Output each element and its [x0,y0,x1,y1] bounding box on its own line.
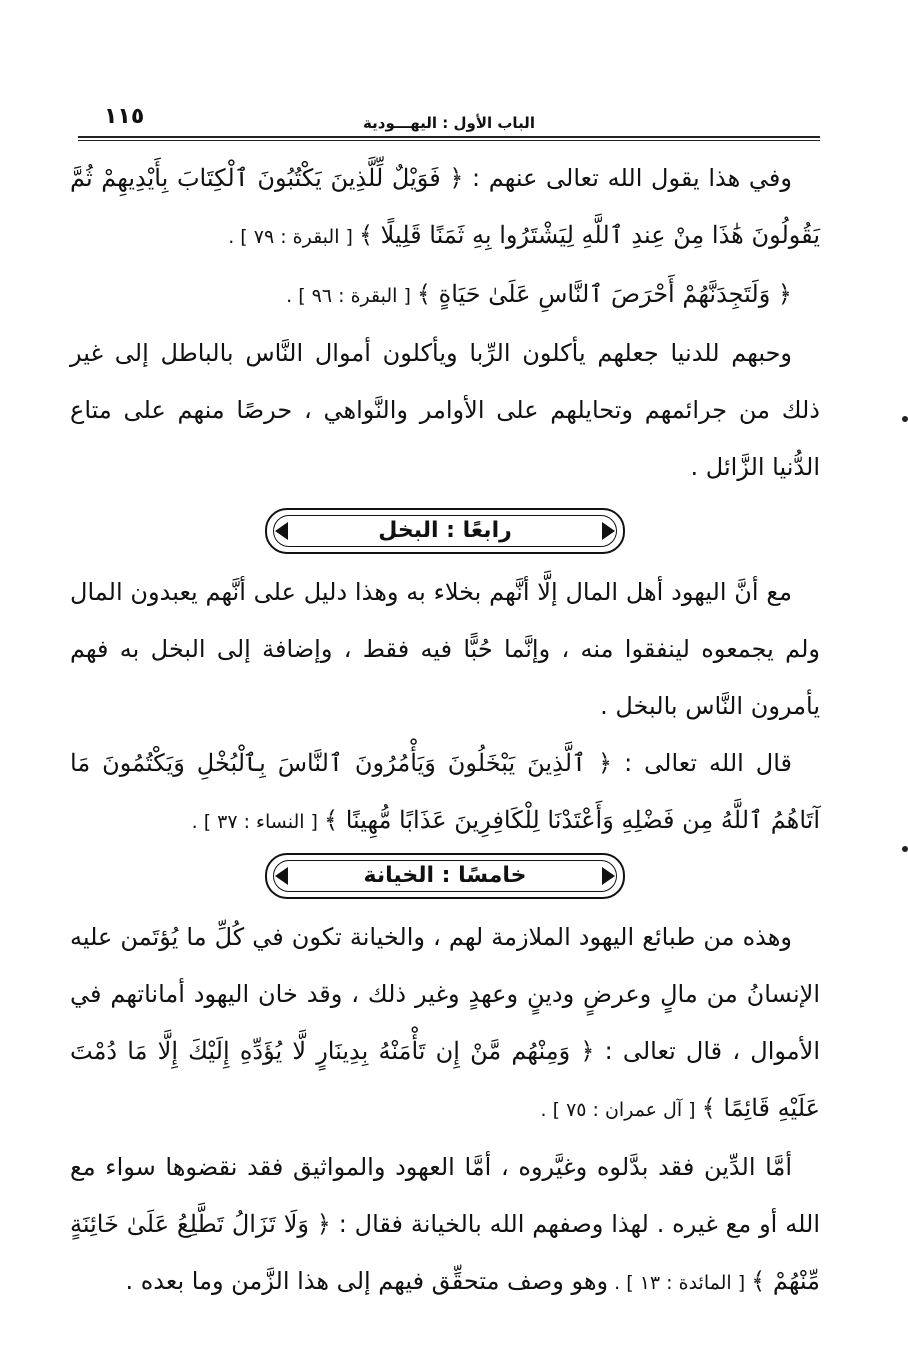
verse-reference: [ النساء : ٣٧ ] . [191,811,325,833]
paragraph-text: أمَّا الدِّين فقد بدَّلوه وغيَّروه ، أمَّا العهود والمواثيق فقد نقضوها سواء مع الله أو مع غيره . لهذا وصفهم الله بالخيانة فقال : [70,1153,820,1238]
paragraph-text: وفي هذا يقول الله تعالى عنهم : [463,164,792,192]
quran-quote: ﴿ ٱلَّذِينَ يَبْخَلُونَ وَيَأْمُرُونَ ٱلنَّاسَ بِٱلْبُخْلِ وَيَكْتُمُونَ مَا آتَاهُمُ ٱللَّهُ مِن فَضْلِهِ وَأَعْتَدْنَا لِلْكَافِرِينَ عَذَابًا مُّهِينًا ﴾ [70,749,820,834]
section-heading-inner [273,515,617,547]
header-rule-thin [78,140,820,141]
paragraph-2 [70,266,820,325]
paragraph-text: وهذه من طبائع اليهود الملازمة لهم ، والخيانة تكون في كُلِّ ما يُؤتَمن عليه الإنسانُ من مالٍ وعرضٍ ودينٍ وعهدٍ وغير ذلك ، وقد خان اليهود أماناتهم في الأموال ، قال تعالى : [70,923,820,1065]
scan-mark [902,416,908,422]
paragraph-6 [70,909,820,1139]
page-header [78,100,820,136]
running-title: الباب الأول : اليهـــودية [363,114,535,132]
section-heading-frame [265,853,625,899]
quran-quote: ﴿ وَمِنْهُم مَّنْ إِن تَأْمَنْهُ بِدِينَارٍ لَّا يُؤَدِّهِ إِلَيْكَ إِلَّا مَا دُمْتَ عَلَيْهِ قَائِمًا ﴾ [70,1037,820,1122]
paragraph-4: مع أنَّ اليهود أهل المال إلَّا أنَّهم بخلاء به وهذا دليل على أنَّهم يعبدون المال ولم يجمعوه لينفقوا منه ، وإنَّما حُبًّا فيه فقط ، وإضافة إلى البخل به فهم يأمرون النَّاس بالبخل . [70,578,820,720]
paragraph-text: وهو وصف متحقِّق فيهم إلى هذا الزَّمن وما بعده . [125,1267,609,1295]
verse-reference: [ آل عمران : ٧٥ ] . [540,1099,702,1121]
paragraph-5 [70,735,820,851]
paragraph-7 [70,1139,820,1312]
quran-quote: ﴿ وَلَا تَزَالُ تَطَّلِعُ عَلَىٰ خَائِنَةٍ مِّنْهُمْ ﴾ [70,1210,820,1295]
paragraph-text: قال الله تعالى : [612,749,792,777]
verse-reference: [ البقرة : ٩٦ ] . [286,285,417,307]
quran-quote: ﴿ فَوَيْلٌ لِّلَّذِينَ يَكْتُبُونَ ٱلْكِتَابَ بِأَيْدِيهِمْ ثُمَّ يَقُولُونَ هَٰذَا مِنْ عِندِ ٱللَّهِ لِيَشْتَرُوا بِهِ ثَمَنًا قَلِيلًا ﴾ [70,164,820,249]
page-number: ١١٥ [104,104,145,129]
section-heading-frame [265,508,625,554]
page-body [70,150,820,1312]
header-rule [78,136,820,138]
section-heading-5: خامسًا : الخيانة [363,863,527,888]
scan-mark [902,846,908,852]
verse-reference: [ البقرة : ٧٩ ] . [228,226,359,248]
section-heading-4: رابعًا : البخل [378,518,512,543]
verse-reference: [ المائدة : ١٣ ] . [608,1272,752,1294]
section-heading-inner [273,860,617,892]
paragraph-3: وحبهم للدنيا جعلهم يأكلون الرِّبا ويأكلون أموال النَّاس بالباطل إلى غير ذلك من جرائمهم وتحايلهم على الأوامر والنَّواهي ، حرصًا منهم على متاع الدُّنيا الزَّائل . [70,339,820,481]
paragraph-1 [70,150,820,266]
quran-quote: ﴿ وَلَتَجِدَنَّهُمْ أَحْرَصَ ٱلنَّاسِ عَلَىٰ حَيَاةٍ ﴾ [416,280,792,308]
